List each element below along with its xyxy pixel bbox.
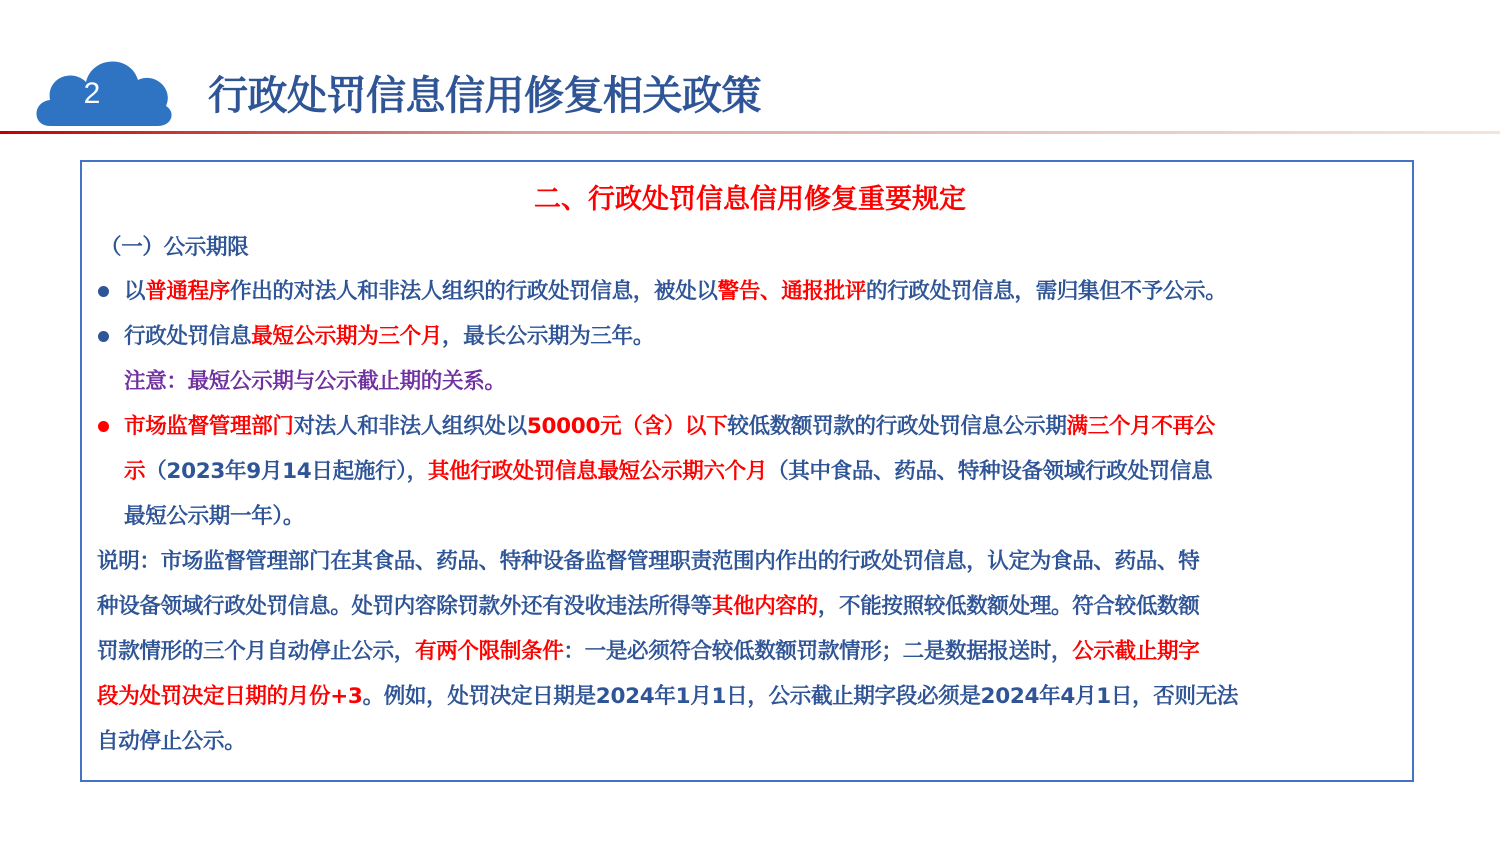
slide-number: 2 [83, 77, 101, 110]
bullet-item-1: 以普通程序作出的对法人和非法人组织的行政处罚信息，被处以警告、通报批评的行政处罚信息，需归集但不予公示。 [124, 279, 1227, 304]
explanation-line-1: 说明：市场监督管理部门在其食品、药品、特种设备监督管理职责范围内作出的行政处罚信息，认定为食品、药品、特 [97, 549, 1200, 574]
subsection-heading: （一）公示期限 [100, 235, 249, 260]
explanation-line-5: 自动停止公示。 [97, 729, 246, 754]
explanation-line-3: 罚款情形的三个月自动停止公示，有两个限制条件：一是必须符合较低数额罚款情形；二是数据报送时，公示截止期字 [97, 639, 1200, 664]
bullet-item-2: 行政处罚信息最短公示期为三个月，最长公示期为三年。 [124, 324, 655, 349]
bullet-item-3-line-3: 最短公示期一年）。 [124, 504, 305, 529]
page-title: 行政处罚信息信用修复相关政策 [208, 73, 761, 119]
bullet-item-3-line-1: 市场监督管理部门对法人和非法人组织处以50000元（含）以下较低数额罚款的行政处罚信息公示期满三个月不再公 [124, 414, 1215, 439]
bullet-dot [98, 421, 109, 432]
explanation-line-2: 种设备领域行政处罚信息。处罚内容除罚款外还有没收违法所得等其他内容的，不能按照较低数额处理。符合较低数额 [97, 594, 1200, 619]
explanation-line-4: 段为处罚决定日期的月份+3。例如，处罚决定日期是2024年1月1日，公示截止期字段必须是2024年4月1日，否则无法 [97, 684, 1239, 709]
bullet-dot [98, 286, 109, 297]
section-title: 二、行政处罚信息信用修复重要规定 [534, 184, 966, 215]
note-text: 注意：最短公示期与公示截止期的关系。 [124, 369, 506, 394]
bullet-item-3-line-2: 示（2023年9月14日起施行），其他行政处罚信息最短公示期六个月（其中食品、药品、特种设备领域行政处罚信息 [124, 459, 1213, 484]
bullet-dot [98, 331, 109, 342]
header-divider [0, 129, 1500, 137]
